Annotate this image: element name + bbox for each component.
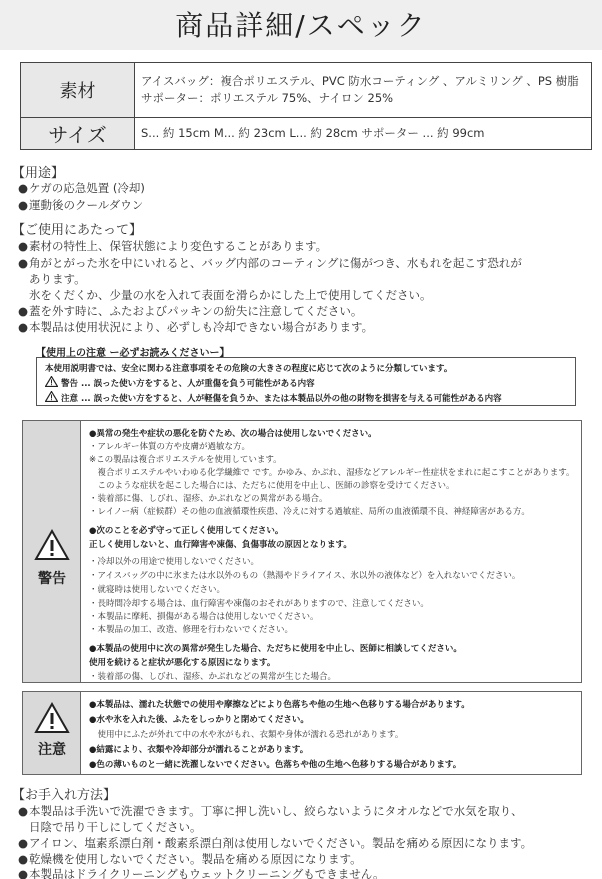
page-title: 商品詳細/スペック bbox=[175, 9, 427, 42]
care-item: ●本製品はドライクリーニングもウェットクリーニングもできません。 bbox=[18, 867, 385, 879]
care-item-cont: 日陰で吊り干しにしてください。 bbox=[29, 820, 202, 834]
spec-row-size bbox=[21, 118, 592, 150]
warning-line: ●次のことを必ず守って正しく使用してください。 bbox=[89, 526, 284, 536]
size-label: サイズ bbox=[21, 118, 135, 150]
before-use-title: 【ご使用にあたって】 bbox=[12, 223, 143, 238]
warning-side-panel bbox=[23, 421, 81, 682]
warning-line: 使用を続けると症状が悪化する原因になります。 bbox=[89, 658, 276, 668]
bullet-icon: ● bbox=[18, 836, 29, 850]
warning-triangle-icon bbox=[34, 702, 70, 734]
caution-line: ●結露により、衣類や冷却部分が濡れることがあります。 bbox=[89, 745, 309, 755]
warning-line: ・装着部の傷、しびれ、湿疹、かぶれなどの異常が生じた場合。 bbox=[89, 672, 337, 682]
warning-line: ・本製品に摩耗、損傷がある場合は使用しないでください。 bbox=[89, 612, 319, 622]
before-use-item: ●角がとがった氷を中にいれると、バッグ内部のコーティングに傷がつき、水もれを起こす恐れが bbox=[18, 256, 522, 270]
usage-title: 【用途】 bbox=[12, 166, 65, 181]
notice-line: 注意 ... 誤った使い方をすると、人が軽傷を負うか、または本製品以外の他の財物を損害を与える可能性がある内容 bbox=[45, 391, 567, 406]
material-value bbox=[135, 63, 592, 118]
before-use-item: ●素材の特性上、保管状態により変色することがあります。 bbox=[18, 239, 328, 253]
page-header bbox=[0, 0, 602, 50]
bullet-icon: ● bbox=[18, 181, 29, 195]
spec-table bbox=[20, 62, 592, 150]
bullet-icon: ● bbox=[18, 256, 29, 270]
warning-line: ●異常の発生や症状の悪化を防ぐため、次の場合は使用しないでください。 bbox=[89, 429, 377, 439]
care-item: ●アイロン、塩素系漂白剤・酸素系漂白剤は使用しないでください。製品を痛める原因になります。 bbox=[18, 836, 533, 850]
caution-side-panel bbox=[23, 692, 81, 774]
warning-line: ●本製品の使用中に次の異常が発生した場合、ただちに使用を中止し、医師に相談してください。 bbox=[89, 644, 462, 654]
warning-line: ・アレルギー体質の方や皮膚が過敏な方。 bbox=[89, 442, 250, 452]
before-use-item-cont: 氷をくだくか、少量の水を入れて表面を滑らかにした上で使用してください。 bbox=[29, 288, 432, 302]
warning-line: このような症状を起こした場合には、ただちに使用を中止し、医師の診察を受けてください。 bbox=[89, 481, 455, 491]
warning-line: ・アイスバッグの中に氷または水以外のもの（熱湯やドライアイス、氷以外の液体など）を入れないでください。 bbox=[89, 571, 521, 581]
notice-title: 【使用上の注意 ー必ずお読みくださいー】 bbox=[36, 348, 230, 359]
caution-line: ●色の薄いものと一緒に洗濯しないでください。色落ちや他の生地へ色移りする場合があります。 bbox=[89, 760, 462, 770]
warning-box bbox=[22, 420, 582, 683]
bullet-icon: ● bbox=[18, 852, 29, 866]
before-use-item: ●蓋を外す時に、ふたおよびパッキンの紛失に注意してください。 bbox=[18, 304, 363, 318]
warning-line: ・本製品の加工、改造、修理を行わないでください。 bbox=[89, 625, 294, 635]
usage-item: ●運動後のクールダウン bbox=[18, 198, 144, 212]
material-line-1: アイスバッグ：複合ポリエステル、PVC 防水コーティング 、アルミリング 、PS 樹脂 bbox=[141, 74, 579, 88]
spec-row-material bbox=[21, 63, 592, 118]
notice-line: 警告 ... 誤った使い方をすると、人が重傷を負う可能性がある内容 bbox=[45, 376, 567, 391]
warning-triangle-icon bbox=[45, 391, 58, 402]
usage-item: ●ケガの応急処置 (冷却) bbox=[18, 181, 145, 195]
warning-line: ※この製品は複合ポリエステルを使用しています。 bbox=[89, 455, 282, 465]
caution-line: ●水や氷を入れた後、ふたをしっかりと閉めてください。 bbox=[89, 715, 309, 725]
care-title: 【お手入れ方法】 bbox=[12, 788, 117, 803]
notice-line: 本使用説明書では、安全に関わる注意事項をその危険の大きさの程度に応じて次のように分類しています。 bbox=[45, 364, 453, 374]
material-line-2: サポーター：ポリエステル 75%、ナイロン 25% bbox=[141, 91, 394, 105]
notice-box bbox=[36, 357, 576, 406]
bullet-icon: ● bbox=[18, 239, 29, 253]
caution-line: 使用中にふたが外れて中の水や氷がもれ、衣類や身体が濡れる恐れがあります。 bbox=[89, 730, 404, 740]
warning-line: ・就寝時は使用しないでください。 bbox=[89, 585, 226, 595]
size-value: S... 約 15cm M... 約 23cm L... 約 28cm サポーター ... 約 99cm bbox=[135, 118, 592, 150]
caution-box bbox=[22, 691, 582, 775]
care-item: ●乾燥機を使用しないでください。製品を痛める原因になります。 bbox=[18, 852, 362, 866]
warning-triangle-icon bbox=[34, 529, 70, 561]
warning-line: ・長時間冷却する場合は、血行障害や凍傷のおそれがありますので、注意してください。 bbox=[89, 599, 429, 609]
care-item: ●本製品は手洗いで洗濯できます。丁寧に押し洗いし、絞らないようにタオルなどで水気を取り、 bbox=[18, 804, 523, 818]
bullet-icon: ● bbox=[18, 320, 29, 334]
warning-triangle-icon bbox=[45, 376, 58, 387]
caution-label: 注意 bbox=[38, 742, 66, 758]
warning-label: 警告 bbox=[38, 571, 66, 587]
warning-line: 複合ポリエステルやいわゆる化学繊維で です。かゆみ、かぶれ、湿疹などアレルギー性症状をまれに起こすことがあります。 bbox=[89, 468, 575, 478]
before-use-item: ●本製品は使用状況により、必ずしも冷却できない場合があります。 bbox=[18, 320, 374, 334]
bullet-icon: ● bbox=[18, 304, 29, 318]
warning-line: 正しく使用しないと、血行障害や凍傷、負傷事故の原因となります。 bbox=[89, 540, 352, 550]
bullet-icon: ● bbox=[18, 804, 29, 818]
material-label: 素材 bbox=[21, 63, 135, 118]
bullet-icon: ● bbox=[18, 867, 29, 879]
warning-line: ・レイノー病（症候群）その他の血液循環性疾患、冷えに対する過敏症、局所の血液循環不良、神経障害がある方。 bbox=[89, 507, 530, 517]
warning-line: ・装着部に傷、しびれ、湿疹、かぶれなどの異常がある場合。 bbox=[89, 494, 328, 504]
warning-line: ・冷却以外の用途で使用しないでください。 bbox=[89, 557, 260, 567]
bullet-icon: ● bbox=[18, 198, 29, 212]
caution-line: ●本製品は、濡れた状態での使用や摩擦などにより色落ちや他の生地へ色移りする場合があります。 bbox=[89, 700, 470, 710]
before-use-item-cont: あります。 bbox=[29, 272, 86, 286]
